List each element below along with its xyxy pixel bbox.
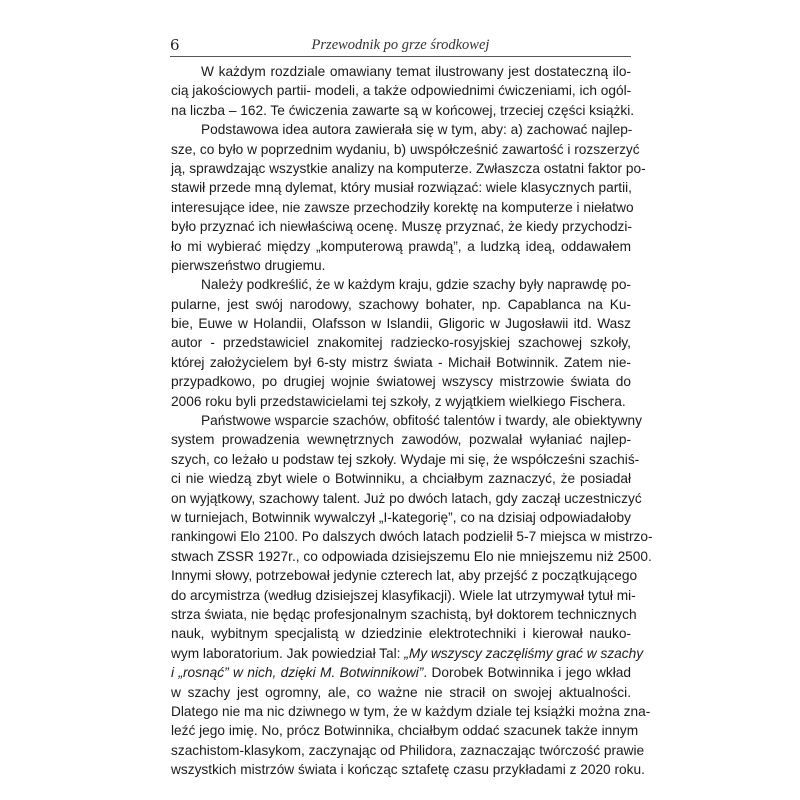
text-line: szachistom-klasykom, zaczynając od Philidora, zaznaczając twórczość prawie: [171, 742, 645, 758]
text-line: stwach ZSSR 1927r., co odpowiada dzisiejszemu Elo nie mniejszemu niż 2500.: [171, 548, 652, 564]
text-line: interesujące idee, nie zawsze przechodziły korektę na komputerze i niełatwo: [171, 199, 634, 215]
text-line: bie, Euwe w Holandii, Olafsson w Islandii, Gligoric w Jugosławii itd. Wasz: [171, 316, 631, 332]
text-line: pierwszeństwo drugiemu.: [171, 257, 326, 273]
text-line-with-quote: [171, 644, 644, 663]
text-line: stawił przede mną dylemat, który musiał rozwiązać: wiele klasycznych partii,: [171, 180, 632, 196]
text-line: ło mi wybierać między „komputerową prawdą”, a ludzką ideą, oddawałem: [171, 238, 631, 254]
text-line: leźć jego imię. No, prócz Botwinnika, chciałbym oddać szacunek także innym: [171, 723, 639, 739]
text-segment: . Dorobek Botwinnika i jego wkład: [423, 665, 631, 681]
text-line: cią jakościowych partii- modeli, a także odpowiednimi ćwiczeniami, ich ogól-: [171, 83, 632, 99]
body-text: [171, 62, 653, 779]
text-line: na liczba – 162. Te ćwiczenia zawarte są w końcowej, trzeciej części książki.: [171, 102, 635, 118]
text-segment: wym laboratorium. Jak powiedział Tal:: [171, 645, 405, 661]
text-line: której założycielem był 6-sty mistrz świata - Michaił Botwinnik. Zatem nie-: [171, 354, 631, 370]
text-line: Należy podkreślić, że w każdym kraju, gdzie szachy były naprawdę po-: [201, 277, 631, 293]
text-line: ją, sprawdzając wszystkie analizy na komputerze. Zwłaszcza ostatni faktor po-: [171, 160, 646, 176]
text-line: pularne, jest swój narodowy, szachowy bohater, np. Capablanca na Ku-: [171, 296, 631, 312]
text-line: rankingowi Elo 2100. Po dalszych dwóch latach podzielił 5-7 miejsca w mistrzo-: [171, 529, 653, 545]
text-line: ci nie wiedzą zbyt wiele o Botwinniku, a chciałbym zaznaczyć, że posiadał: [171, 471, 631, 487]
text-line: system prowadzenia wewnętrznych zawodów, pozwalał wyłaniać najlep-: [171, 432, 631, 448]
text-line: Podstawowa idea autora zawierała się w tym, aby: a) zachować najlep-: [201, 122, 633, 138]
text-line-with-quote: [171, 663, 631, 682]
text-line: on wyjątkowy, szachowy talent. Już po dwóch latach, gdy zaczął uczestniczyć: [171, 490, 642, 506]
text-line: w szachy jest ogromny, ale, co ważne nie stracił on swojej aktualności.: [171, 684, 631, 700]
text-line: nauk, wybitnym specjalistą w dziedzinie elektrotechniki i kierował nauko-: [171, 626, 631, 642]
page-header: [170, 36, 631, 56]
page-number: 6: [170, 36, 180, 54]
text-line: Dlatego nie ma nic dziwnego w tym, że w każdym dziale tej książki można zna-: [171, 703, 651, 719]
text-line: przypadkowo, po drugiej wojnie światowej wszyscy mistrzowie świata do: [171, 374, 631, 390]
text-line: szych, co leżało u podstaw tej szkoły. Wydaje mi się, że współcześni szachiś-: [171, 451, 640, 467]
quote-segment: i „rosnąć” w nich, dzięki M. Botwinnikowi”: [171, 665, 424, 681]
text-line: 2006 roku byli przedstawicielami tej szkoły, z wyjątkiem wielkiego Fischera.: [171, 393, 626, 409]
running-title: Przewodnik po grze środkowej: [311, 37, 490, 53]
text-line: autor - przedstawiciel znakomitej radziecko-rosyjskiej szachowej szkoły,: [171, 335, 631, 351]
text-line: W każdym rozdziale omawiany temat ilustrowany jest dostateczną ilo-: [201, 64, 631, 79]
text-line: Państwowe wsparcie szachów, obfitość talentów i twardy, ale obiektywny: [201, 413, 642, 429]
text-line: było przyznać ich niewłaściwą ocenę. Muszę przyznać, że kiedy przychodzi-: [171, 219, 633, 235]
header-rule: [170, 56, 631, 57]
quote-segment: „My wszyscy zaczęliśmy grać w szachy: [404, 645, 644, 661]
text-line: do arcymistrza (według dzisiejszej klasyfikacji). Wiele lat utrzymywał tytuł mi-: [171, 587, 636, 603]
text-line: w turniejach, Botwinnik wywalczył „I-kategorię”, co na dzisiaj odpowiadałoby: [171, 509, 631, 525]
text-line: Innymi słowy, potrzebował jedynie czterech lat, aby przejść z początkującego: [171, 568, 638, 584]
text-line: strza świata, nie będąc profesjonalnym szachistą, był doktorem technicznych: [171, 606, 637, 622]
text-line: wszystkich mistrzów świata i kończąc sztafetę czasu przykładami z 2020 roku.: [171, 762, 645, 778]
text-line: sze, co było w poprzednim wydaniu, b) uwspółcześnić zawartość i rozszerzyć: [171, 141, 640, 157]
